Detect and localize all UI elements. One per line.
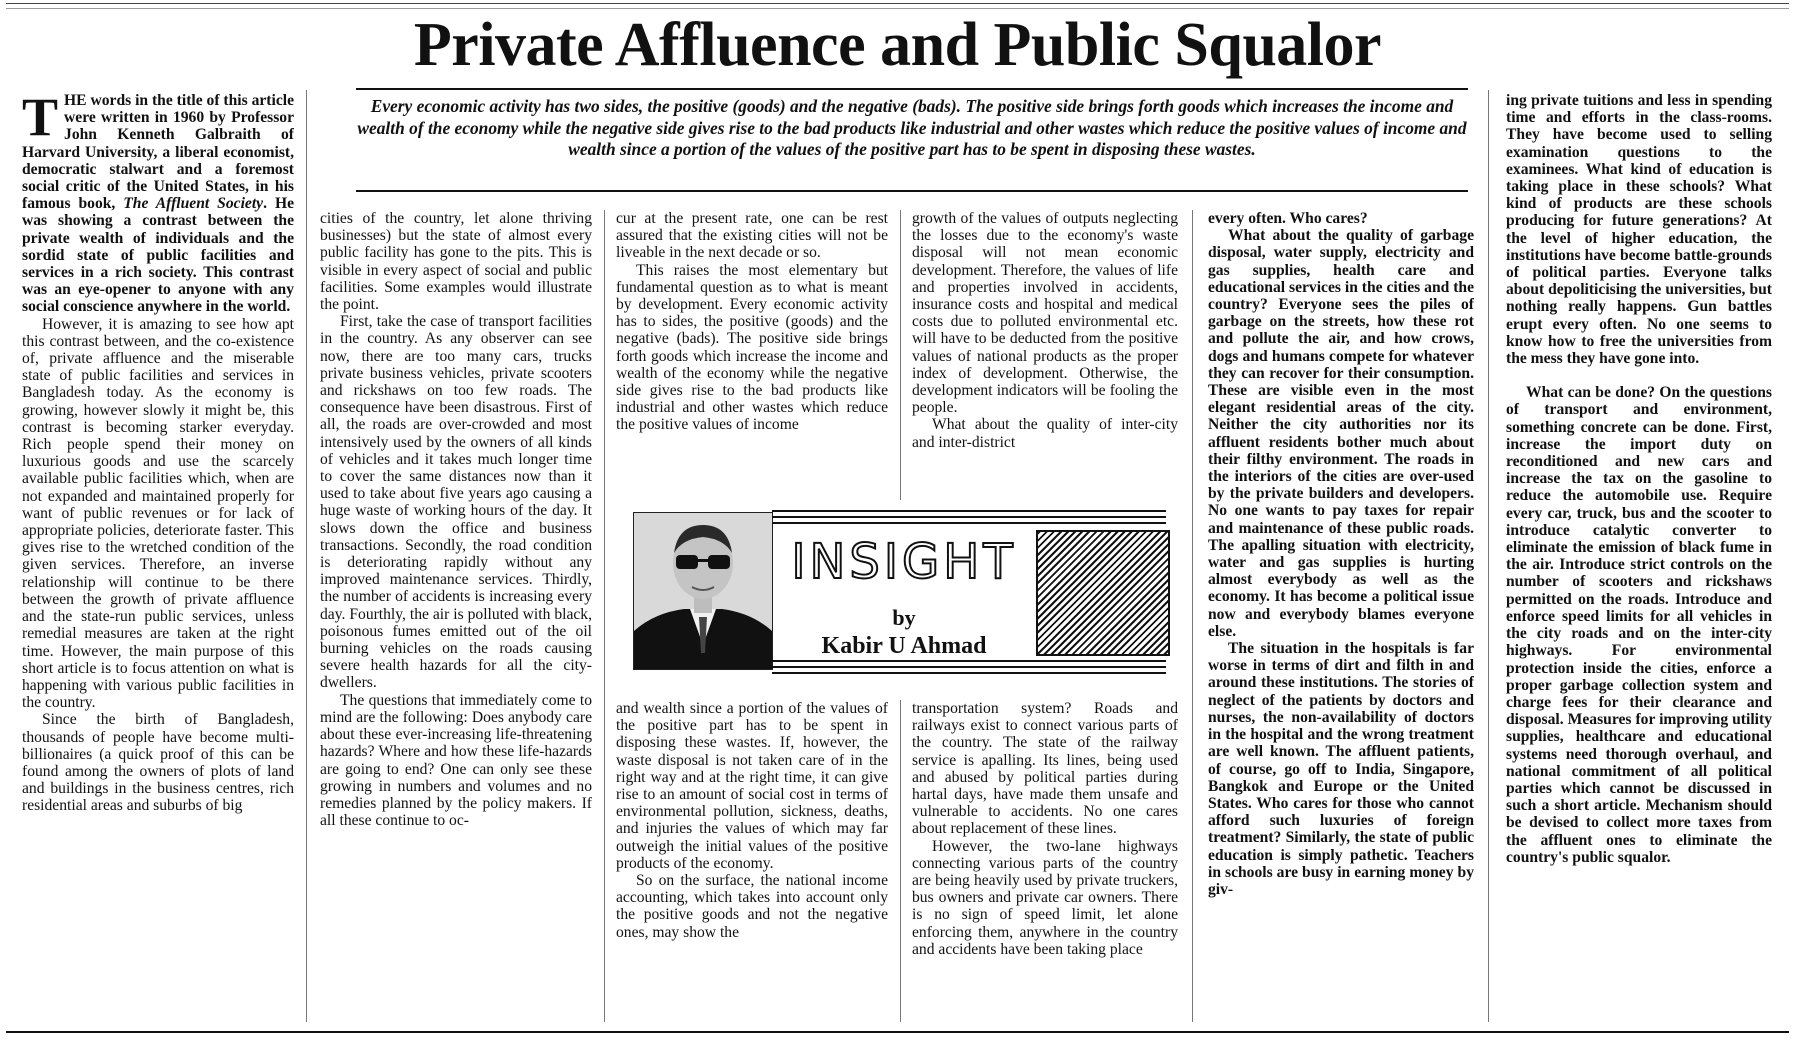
col3-paragraph-3: and wealth since a portion of the values of the positive part has to be spent in disposing these wastes. If, however, the waste disposal is not taken care of in the right way and at the right time, it can give rise to an amount of social cost in terms of environmental pollution, sickness, deaths, and injuries the values of which may far outweigh the initial values of the positive products of the economy. [616, 700, 888, 872]
col5-paragraph-2: What about the quality of garbage disposal, water supply, electricity and gas supplies, health care and educational services in the cities and the country? Everyone sees the piles of garbage on the streets, how these rot and pollute the air, and how crows, dogs and humans compete for whatever they can recover for their consumption. These are visible even in the most elegant residential areas of the city. Neither the city authorities nor its affluent residents bother much about their filthy environment. The roads in the interiors of the cities are over-used by the private builders and developers. No one wants to pay taxes for repair and maintenance of these public roads. The apalling situation with electricity, water and gas supplies is hurting almost everybody as well as the economy. It has become a political issue now and everybody blames everyone else. [1208, 227, 1474, 640]
insight-rule-4 [772, 660, 1166, 662]
column-divider-3b [900, 700, 901, 1022]
column-3-bottom [616, 700, 888, 1022]
col1-p1-rest: . He was showing a contrast between the private wealth of individuals and the sordid state of public facilities and services in a rich society. This contrast was an eye-opener to anyone with any social conscience anywhere in the world. [22, 195, 294, 316]
col2-paragraph-3: The questions that immediately come to mind are the following: Does anybody care about these ever-increasing life-threatening hazards? Where and how these life-hazards are going to end? One can only see these growing in numbers and volumes and no remedies planned by the policy makers. If all these continue to oc- [320, 691, 592, 830]
col6-paragraph-1: ing private tuitions and less in spending time and efforts in the class-rooms. They have become used to selling examination questions to the examinees. What kind of education is taking place in these schools? What kind of products are these schools producing for future generations? At the level of higher education, the institutions have become battle-grounds of political parties. Everyone talks about depoliticising the universities, but nothing really happens. Gun battles erupt every often. No one seems to know how to free the universities from the mess they have gone into. [1506, 92, 1772, 368]
col5-paragraph-3: The situation in the hospitals is far worse in terms of dirt and filth in and around these institutions. The stories of neglect of the patients by doctors and nurses, the non-availability of doctors in the hospital and the wrong treatment are well known. The affluent patients, of course, go off to India, Singapore, Bangkok and Europe or the United States. Who cares for those who cannot afford such luxuries of foreign treatment? Similarly, the state of public education is simply pathetic. Teachers in schools are busy in earning money by giv- [1208, 640, 1474, 898]
column-divider-2 [604, 210, 605, 1022]
insight-by: by [892, 605, 916, 630]
insight-rule-1 [772, 510, 1166, 512]
insight-rule-2 [772, 516, 1166, 518]
column-divider-5 [1488, 90, 1489, 1022]
headline: Private Affluence and Public Squalor [413, 11, 1382, 79]
column-divider-4 [1192, 210, 1193, 1022]
insight-box [632, 508, 1172, 674]
col4-paragraph-4: However, the two-lane highways connecting various parts of the country are being heavily used by private truckers, bus owners and private car owners. There is no sign of speed limit, let alone enforcing them, anywhere in the country and accidents have been taking place [912, 837, 1178, 958]
deck-rule-bottom [356, 190, 1468, 192]
column-3-top [616, 210, 888, 500]
col2-paragraph-2: First, take the case of transport facilities in the country. As any observer can see now, there are too many cars, trucks private business vehicles, private scooters and rickshaws on too few roads. The consequence have been disastrous. First of all, the roads are over-crowded and most intensively used by the owners of all kinds of vehicles and it takes much longer time to cover the same distances now than it used to take about five years ago causing a huge waste of working hours of the day. It slows down the office and business transactions. Secondly, the road condition is deteriorating rapidly without any improved maintenance services. Thirdly, the number of accidents is increasing every day. Fourthly, the air is polluted with black, poisonous fumes emitted out of the oil burning vehicles on the roads causing severe health hazards for all the city-dwellers. [320, 313, 592, 692]
col1-paragraph-1 [22, 92, 294, 316]
col6-paragraph-2: What can be done? On the questions of transport and environment, something concrete can be done. First, increase the import duty on reconditioned and new cars and increase the tax on the gasoline to reduce the automobile use. Require every car, truck, bus and the scooter to introduce catalytic converter to eliminate the emission of black fume in the air. Introduce strict controls on the number of scooters and rickshaws permitted on the roads. Introduce and enforce speed limits for all vehicles in the city roads and on the inter-city highways. For environmental protection inside the cities, enforce a proper garbage collection system and charge fees for their clearance and disposal. Measures for improving utility supplies, healthcare and educational systems need thorough overhaul, and national commitment of all political parties which cannot be discussed in such a short article. Mechanism should be devised to collect more taxes from the affluent ones to eliminate the country's public squalor. [1506, 384, 1772, 866]
col4-paragraph-1: growth of the values of outputs neglecting the losses due to the economy's waste disposal will not mean economic development. Therefore, the values of life and properties involved in accidents, insurance costs and hospital and medical costs due to polluted environmental etc. will have to be deducted from the positive values of national products as the proper index of development. Otherwise, the development indicators will be fooling the people. [912, 210, 1178, 417]
column-divider-3 [900, 210, 901, 500]
hatch-pattern [1036, 530, 1170, 656]
column-4-bottom [912, 700, 1178, 1022]
col1-paragraph-2: However, it is amazing to see how apt this contrast between, and the co-existence of, private affluence and the miserable state of public facilities and services in Bangladesh today. As the economy is growing, however slowly it might be, this contrast is becoming starker everyday. Rich people spend their money on luxurious goods and use the scarcely available public facilities which, when are not expanded and maintained properly for want of public revenues or for lack of appropriate policies, deteriorate faster. This gives rise to the wretched condition of the given services. Therefore, an inverse relationship will continue to be there between the growth of private affluence and the state-run public services, unless remedial measures are taken at the right time. However, the main purpose of this short article is to focus attention on what is happening with various public facilities in the country. [22, 315, 294, 712]
column-divider-1 [306, 90, 307, 1022]
insight-label: INSIGHT [791, 534, 1017, 590]
column-2 [320, 210, 592, 1022]
col3-paragraph-4: So on the surface, the national income accounting, which takes into account only the positive goods and not the negative ones, may show the [616, 872, 888, 941]
deck-rule-top [356, 88, 1468, 90]
column-4-top [912, 210, 1178, 500]
drop-cap: T [22, 92, 59, 147]
deck-box [356, 88, 1468, 192]
author-name: Kabir U Ahmad [821, 633, 987, 659]
col3-paragraph-1: cur at the present rate, one can be rest assured that the existing cities will not be liveable in the next decade or so. [616, 210, 888, 262]
insight-rule-5 [772, 666, 1166, 668]
insight-rule-6 [772, 672, 1166, 674]
col4-paragraph-3: transportation system? Roads and railways exist to connect various parts of the country. The state of the railway service is apalling. Its lines, being used and abused by political parties during hartal days, have made them unsafe and vulnerable to accidents. No one cares about replacement of these lines. [912, 700, 1178, 838]
col4-paragraph-2: What about the quality of inter-city and inter-district [912, 416, 1178, 451]
column-1 [22, 92, 294, 1022]
bottom-rule [6, 1031, 1789, 1033]
insight-rule-3 [772, 522, 1166, 524]
col1-paragraph-3: Since the birth of Bangladesh, thousands of people have become multi-billionaires (a quick proof of this can be found among the owners of plots of land and buildings in the business centres, rich residential areas and suburbs of big [22, 711, 294, 815]
column-6 [1506, 92, 1772, 1022]
column-5 [1208, 210, 1474, 1022]
col3-paragraph-2: This raises the most elementary but fundamental question as to what is meant by development. Every economic activity has to sides, the positive (goods) and the negative (bads). The positive side brings forth goods which increase the income and wealth of the economy while the negative side gives rise to the bad products like industrial and other wastes which reduce the positive values of income [616, 261, 888, 434]
col1-p1-lead: HE words in the title of this article were written in 1960 by Professor John Kenneth Galbraith of Harvard University, a liberal economist, democratic stalwart and a foremost social critic of the United States, in his famous book, [22, 92, 294, 213]
col5-paragraph-1: every often. Who cares? [1208, 210, 1368, 227]
col2-paragraph-1: cities of the country, let alone thriving businesses) but the state of almost every public facility has gone to the pits. This is visible in every aspect of social and public facilities. Some examples would illustrate the point. [320, 210, 592, 314]
book-title: The Affluent Society [123, 195, 264, 213]
author-portrait-icon [634, 513, 772, 669]
author-photo [633, 512, 773, 670]
deck-text: Every economic activity has two sides, the positive (goods) and the negative (bads). The positive side brings forth goods which increases the income and wealth of the economy while the negative side gives rise to the bad products like industrial and other wastes which reduce the positive values of income and wealth since a portion of the values of the positive part has to be spent in disposing these wastes. [357, 96, 1467, 159]
